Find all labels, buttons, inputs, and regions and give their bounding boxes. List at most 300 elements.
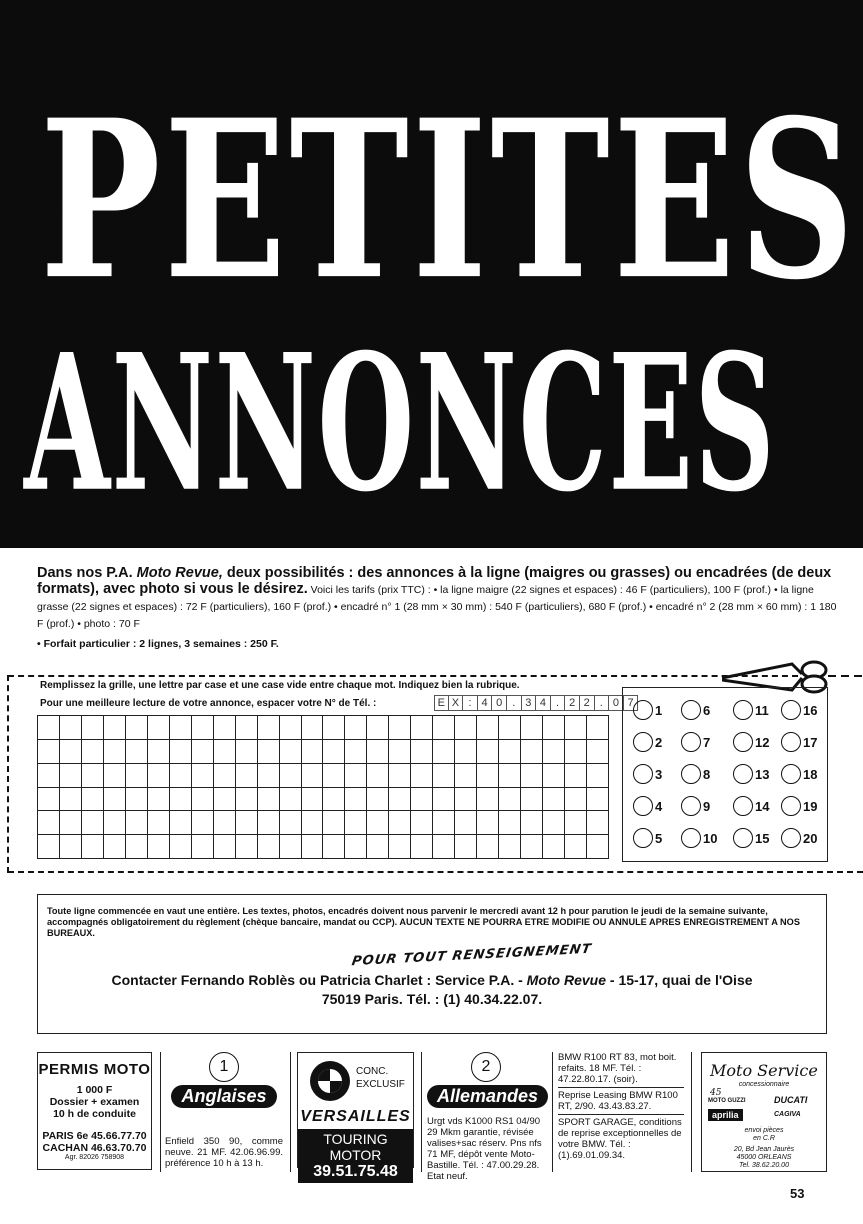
rubrique-checkbox[interactable] bbox=[633, 828, 653, 848]
rubrique-label: 8 bbox=[703, 766, 711, 782]
grid-cell[interactable] bbox=[280, 835, 302, 859]
column-divider bbox=[290, 1052, 291, 1172]
grid-cell[interactable] bbox=[455, 716, 477, 740]
rubrique-option[interactable] bbox=[633, 796, 662, 816]
rubrique-option[interactable] bbox=[633, 764, 662, 784]
grid-cell[interactable] bbox=[411, 835, 433, 859]
grid-cell[interactable] bbox=[258, 788, 280, 812]
tel-example-cell: 4 bbox=[478, 695, 493, 711]
grid-cell[interactable] bbox=[192, 788, 214, 812]
grid-cell[interactable] bbox=[236, 740, 258, 764]
grid-cell[interactable] bbox=[214, 811, 236, 835]
grid-cell[interactable] bbox=[126, 835, 148, 859]
grid-cell[interactable] bbox=[543, 716, 565, 740]
tel-example-cell: E bbox=[434, 695, 449, 711]
permis-title: PERMIS MOTO bbox=[38, 1061, 151, 1078]
grid-cell[interactable] bbox=[477, 764, 499, 788]
rubrique-label: 6 bbox=[703, 702, 711, 718]
grid-cell[interactable] bbox=[477, 716, 499, 740]
permis-line2: Dossier + examen bbox=[49, 1096, 140, 1108]
grid-cell[interactable] bbox=[38, 835, 60, 859]
forfait-line: • Forfait particulier : 2 lignes, 3 semaines : 250 F. bbox=[37, 638, 279, 650]
rubrique-label: 17 bbox=[803, 734, 818, 750]
grid-cell[interactable] bbox=[411, 788, 433, 812]
rubrique-option[interactable] bbox=[781, 700, 817, 720]
grid-cell[interactable] bbox=[565, 835, 587, 859]
grid-cell[interactable] bbox=[433, 716, 455, 740]
rubrique-label: 13 bbox=[755, 766, 770, 782]
tel-instruction: Pour une meilleure lecture de votre annonce, espacer votre N° de Tél. : bbox=[40, 698, 377, 709]
grid-cell[interactable] bbox=[565, 716, 587, 740]
grid-cell[interactable] bbox=[433, 764, 455, 788]
intro-tariffs: Voici les tarifs (prix TTC) : • la ligne maigre (22 signes et espaces) : 46 F (particuliers), 100 F (prof.) • la ligne grasse (22 signes et espaces) : 72 F (particuliers), 160 F (prof.) • encadré n° 1 (28 mm × 30 mm) : 540 F (particuliers), 680 F (prof.) • encadré n° 2 (28 mm × 60 mm) : 1 180 F (prof.) • photo : 70 F bbox=[37, 584, 837, 630]
rubrique-number-1: 1 bbox=[209, 1052, 239, 1082]
rubrique-option[interactable] bbox=[781, 732, 817, 752]
grid-cell[interactable] bbox=[126, 764, 148, 788]
brand-aprilia: aprilia bbox=[708, 1109, 743, 1121]
motoservice-sub: concessionnaire bbox=[738, 1081, 790, 1088]
grid-cell[interactable] bbox=[521, 788, 543, 812]
grid-cell[interactable] bbox=[236, 788, 258, 812]
motoservice-a2: 45000 ORLEANS bbox=[736, 1154, 792, 1161]
column-divider bbox=[552, 1052, 553, 1172]
grid-cell[interactable] bbox=[477, 788, 499, 812]
rubrique-checkbox[interactable] bbox=[733, 828, 753, 848]
rubrique-checkbox[interactable] bbox=[781, 700, 801, 720]
rubrique-option[interactable] bbox=[781, 796, 817, 816]
rubrique-checkbox[interactable] bbox=[681, 796, 701, 816]
rubrique-label: 12 bbox=[755, 734, 770, 750]
ad-bmw-column bbox=[558, 1052, 684, 1170]
rubrique-label: 14 bbox=[755, 798, 770, 814]
rubrique-option[interactable] bbox=[681, 732, 710, 752]
grid-cell[interactable] bbox=[60, 740, 82, 764]
bmw-logo-icon bbox=[310, 1061, 350, 1101]
rubrique-checkbox[interactable] bbox=[681, 700, 701, 720]
rubrique-checkbox[interactable] bbox=[781, 764, 801, 784]
grid-cell[interactable] bbox=[236, 835, 258, 859]
grid-cell[interactable] bbox=[38, 716, 60, 740]
grid-instruction: Remplissez la grille, une lettre par case et une case vide entre chaque mot. Indiquez bien la rubrique. bbox=[40, 680, 520, 691]
brand-cagiva: CAGIVA bbox=[774, 1111, 801, 1118]
allemandes-text: Urgt vds K1000 RS1 04/90 29 Mkm garantie, révisée valises+sac réserv. Pns nfs 71 MF, dépôt vente Moto-Bastille. Tél. : 47.00.29.28. Etat neuf. bbox=[427, 1116, 542, 1182]
grid-cell[interactable] bbox=[148, 764, 170, 788]
bmw-exclusif: EXCLUSIF bbox=[356, 1079, 405, 1090]
grid-cell[interactable] bbox=[389, 811, 411, 835]
grid-cell[interactable] bbox=[280, 716, 302, 740]
grid-cell[interactable] bbox=[60, 835, 82, 859]
grid-cell[interactable] bbox=[367, 716, 389, 740]
col5-ad3: SPORT GARAGE, conditions de reprise exceptionnelles de votre BMW. Tél. : (1).69.01.09.34. bbox=[558, 1117, 682, 1161]
grid-cell[interactable] bbox=[477, 740, 499, 764]
rubrique-label: 10 bbox=[703, 830, 718, 846]
grid-cell[interactable] bbox=[389, 835, 411, 859]
rubrique-option[interactable] bbox=[733, 700, 769, 720]
grid-cell[interactable] bbox=[38, 740, 60, 764]
grid-cell[interactable] bbox=[126, 788, 148, 812]
rubrique-label: 5 bbox=[655, 830, 663, 846]
grid-cell[interactable] bbox=[367, 811, 389, 835]
motoservice-a3: Tel. 38.62.20.00 bbox=[739, 1162, 789, 1169]
grid-cell[interactable] bbox=[477, 811, 499, 835]
tel-example-cell: . bbox=[551, 695, 566, 711]
grid-cell[interactable] bbox=[345, 740, 367, 764]
grid-cell[interactable] bbox=[587, 788, 609, 812]
notice-box bbox=[37, 894, 827, 1034]
rubrique-label: 4 bbox=[655, 798, 663, 814]
grid-cell[interactable] bbox=[302, 716, 324, 740]
grid-cell[interactable] bbox=[499, 716, 521, 740]
grid-cell[interactable] bbox=[60, 716, 82, 740]
grid-cell[interactable] bbox=[214, 788, 236, 812]
grid-cell[interactable] bbox=[587, 740, 609, 764]
grid-cell[interactable] bbox=[280, 764, 302, 788]
grid-cell[interactable] bbox=[323, 740, 345, 764]
contact-line-1 bbox=[38, 972, 826, 988]
grid-cell[interactable] bbox=[258, 764, 280, 788]
rubrique-option[interactable] bbox=[681, 700, 710, 720]
rubrique-checkboxes bbox=[622, 687, 828, 862]
grid-cell[interactable] bbox=[104, 716, 126, 740]
grid-cell[interactable] bbox=[323, 788, 345, 812]
brand-ducati: DUCATI bbox=[774, 1095, 808, 1105]
grid-cell[interactable] bbox=[214, 740, 236, 764]
grid-cell[interactable] bbox=[104, 764, 126, 788]
ad-anglaises bbox=[165, 1052, 283, 1170]
rubrique-option[interactable] bbox=[633, 732, 662, 752]
grid-cell[interactable] bbox=[170, 835, 192, 859]
motoservice-num: 45 bbox=[710, 1088, 722, 1098]
rubrique-checkbox[interactable] bbox=[633, 764, 653, 784]
rubrique-option[interactable] bbox=[733, 764, 769, 784]
title-banner bbox=[0, 0, 863, 548]
grid-cell[interactable] bbox=[148, 788, 170, 812]
rubrique-option[interactable] bbox=[681, 796, 710, 816]
rubrique-option[interactable] bbox=[733, 828, 769, 848]
rubrique-option[interactable] bbox=[681, 764, 710, 784]
tel-example-cell: X bbox=[449, 695, 464, 711]
rubrique-option[interactable] bbox=[781, 828, 817, 848]
grid-cell[interactable] bbox=[258, 716, 280, 740]
grid-cell[interactable] bbox=[587, 835, 609, 859]
grid-cell[interactable] bbox=[170, 764, 192, 788]
rubrique-label: 11 bbox=[755, 702, 769, 718]
contact-c: - 15-17, quai de l'Oise bbox=[606, 972, 753, 988]
grid-cell[interactable] bbox=[433, 835, 455, 859]
grid-cell[interactable] bbox=[280, 788, 302, 812]
contact-magazine: Moto Revue bbox=[526, 972, 607, 988]
grid-cell[interactable] bbox=[477, 835, 499, 859]
grid-cell[interactable] bbox=[38, 811, 60, 835]
rubrique-checkbox[interactable] bbox=[781, 796, 801, 816]
grid-cell[interactable] bbox=[148, 811, 170, 835]
grid-cell[interactable] bbox=[587, 764, 609, 788]
rubrique-label: 15 bbox=[755, 830, 770, 846]
grid-cell[interactable] bbox=[499, 740, 521, 764]
touring-phone: 39.51.75.48 bbox=[313, 1163, 398, 1180]
grid-cell[interactable] bbox=[170, 716, 192, 740]
grid-cell[interactable] bbox=[192, 764, 214, 788]
intro-bold-c: deux possibilités : des annonces à la ligne (maigres ou grasses) ou encadrées (de deux formats), avec photo si vous le désirez. bbox=[37, 565, 832, 597]
grid-cell[interactable] bbox=[521, 716, 543, 740]
brand-moto-guzzi: MOTO GUZZI bbox=[708, 1098, 746, 1104]
tel-example-cell: 2 bbox=[565, 695, 580, 711]
grid-cell[interactable] bbox=[148, 716, 170, 740]
rubrique-checkbox[interactable] bbox=[681, 764, 701, 784]
rubrique-number-2: 2 bbox=[471, 1052, 501, 1082]
grid-cell[interactable] bbox=[82, 835, 104, 859]
grid-cell[interactable] bbox=[521, 740, 543, 764]
cut-line-left bbox=[7, 675, 9, 873]
grid-cell[interactable] bbox=[38, 764, 60, 788]
grid-cell[interactable] bbox=[82, 716, 104, 740]
grid-cell[interactable] bbox=[60, 788, 82, 812]
rubrique-option[interactable] bbox=[733, 796, 769, 816]
grid-cell[interactable] bbox=[521, 811, 543, 835]
grid-cell[interactable] bbox=[323, 811, 345, 835]
grid-cell[interactable] bbox=[367, 764, 389, 788]
grid-cell[interactable] bbox=[126, 811, 148, 835]
grid-cell[interactable] bbox=[148, 835, 170, 859]
grid-cell[interactable] bbox=[104, 811, 126, 835]
grid-cell[interactable] bbox=[455, 740, 477, 764]
permis-paris: PARIS 6e 45.66.77.70 bbox=[42, 1130, 147, 1142]
rubrique-option[interactable] bbox=[633, 700, 662, 720]
motoservice-a1: 20, Bd Jean Jaurès bbox=[733, 1146, 795, 1153]
grid-cell[interactable] bbox=[60, 764, 82, 788]
grid-cell[interactable] bbox=[411, 716, 433, 740]
cut-line-bottom bbox=[8, 871, 863, 873]
bmw-city: VERSAILLES bbox=[300, 1108, 411, 1125]
grid-cell[interactable] bbox=[543, 788, 565, 812]
cut-line-top bbox=[8, 675, 798, 677]
rubrique-label: 2 bbox=[655, 734, 663, 750]
permis-cachan: CACHAN 46.63.70.70 bbox=[42, 1142, 147, 1154]
rubrique-checkbox[interactable] bbox=[681, 828, 701, 848]
anglaises-label: Anglaises bbox=[171, 1085, 276, 1108]
grid-cell[interactable] bbox=[389, 764, 411, 788]
grid-cell[interactable] bbox=[345, 835, 367, 859]
grid-cell[interactable] bbox=[543, 764, 565, 788]
grid-cell[interactable] bbox=[389, 740, 411, 764]
grid-cell[interactable] bbox=[565, 740, 587, 764]
grid-cell[interactable] bbox=[170, 811, 192, 835]
grid-cell[interactable] bbox=[433, 788, 455, 812]
rubrique-checkbox[interactable] bbox=[781, 828, 801, 848]
rubrique-label: 18 bbox=[803, 766, 818, 782]
grid-cell[interactable] bbox=[411, 740, 433, 764]
grid-cell[interactable] bbox=[82, 740, 104, 764]
grid-cell[interactable] bbox=[302, 764, 324, 788]
contact-a: Contacter Fernando Roblès ou Patricia Charlet : Service P.A. - bbox=[111, 972, 527, 988]
grid-cell[interactable] bbox=[82, 788, 104, 812]
banner-title-petites: PETITES bbox=[40, 73, 858, 329]
rubrique-checkbox[interactable] bbox=[633, 796, 653, 816]
grid-cell[interactable] bbox=[214, 835, 236, 859]
grid-cell[interactable] bbox=[60, 811, 82, 835]
grid-cell[interactable] bbox=[258, 811, 280, 835]
col5-ad1: BMW R100 RT 83, mot boit. refaits. 18 MF. Tél. : 47.22.80.17. (soir). bbox=[558, 1052, 677, 1085]
grid-cell[interactable] bbox=[411, 764, 433, 788]
grid-cell[interactable] bbox=[345, 788, 367, 812]
rubrique-checkbox[interactable] bbox=[633, 732, 653, 752]
notice-text: Toute ligne commencée en vaut une entière. Les textes, photos, encadrés doivent nous parvenir le mercredi avant 12 h pour parution le jeudi de la semaine suivante, accompagnés obligatoirement du règlement (chèque bancaire, mandat ou CCP). AUCUN TEXTE NE POURRA ETRE MODIFIE OU ANNULE APRES ENREGISTREMENT A NOS BUREAUX. bbox=[47, 906, 800, 938]
rubrique-label: 20 bbox=[803, 830, 818, 846]
grid-cell[interactable] bbox=[236, 764, 258, 788]
rubrique-checkbox[interactable] bbox=[681, 732, 701, 752]
grid-cell[interactable] bbox=[280, 740, 302, 764]
rubrique-option[interactable] bbox=[781, 764, 817, 784]
grid-cell[interactable] bbox=[455, 788, 477, 812]
grid-cell[interactable] bbox=[367, 788, 389, 812]
touring-name: TOURING MOTOR bbox=[323, 1131, 388, 1163]
tel-example-cell: 0 bbox=[492, 695, 507, 711]
rubrique-checkbox[interactable] bbox=[781, 732, 801, 752]
tel-example-cell: 3 bbox=[522, 695, 537, 711]
grid-cell[interactable] bbox=[258, 740, 280, 764]
grid-cell[interactable] bbox=[389, 788, 411, 812]
rubrique-option[interactable] bbox=[633, 828, 662, 848]
grid-cell[interactable] bbox=[192, 740, 214, 764]
grid-cell[interactable] bbox=[214, 764, 236, 788]
grid-cell[interactable] bbox=[499, 788, 521, 812]
allemandes-label: Allemandes bbox=[427, 1085, 548, 1108]
rubrique-label: 7 bbox=[703, 734, 711, 750]
grid-cell[interactable] bbox=[148, 740, 170, 764]
grid-cell[interactable] bbox=[367, 835, 389, 859]
grid-cell[interactable] bbox=[236, 811, 258, 835]
tel-example-cell: : bbox=[463, 695, 478, 711]
grid-cell[interactable] bbox=[126, 716, 148, 740]
grid-cell[interactable] bbox=[565, 788, 587, 812]
intro-magazine: Moto Revue, bbox=[136, 565, 223, 581]
column-divider bbox=[160, 1052, 161, 1172]
grid-cell[interactable] bbox=[543, 835, 565, 859]
ad-permis-moto bbox=[37, 1052, 152, 1170]
rubrique-checkbox[interactable] bbox=[633, 700, 653, 720]
grid-cell[interactable] bbox=[455, 764, 477, 788]
rubrique-label: 9 bbox=[703, 798, 711, 814]
grid-cell[interactable] bbox=[170, 788, 192, 812]
grid-cell[interactable] bbox=[302, 788, 324, 812]
rubrique-label: 19 bbox=[803, 798, 818, 814]
grid-cell[interactable] bbox=[521, 835, 543, 859]
rubrique-checkbox[interactable] bbox=[733, 732, 753, 752]
rubrique-label: 16 bbox=[803, 702, 818, 718]
rubrique-option[interactable] bbox=[681, 828, 717, 848]
ad-touring-motor bbox=[297, 1052, 414, 1180]
col5-ad2: Reprise Leasing BMW R100 RT, 2/90. 43.43.83.27. bbox=[558, 1090, 678, 1112]
permis-agr: Agr. 82026 758908 bbox=[64, 1154, 125, 1161]
letter-grid[interactable] bbox=[37, 715, 609, 859]
contact-line-2: 75019 Paris. Tél. : (1) 40.34.22.07. bbox=[321, 991, 543, 1007]
grid-cell[interactable] bbox=[587, 716, 609, 740]
rubrique-option[interactable] bbox=[733, 732, 769, 752]
tel-example-cell: . bbox=[595, 695, 610, 711]
grid-cell[interactable] bbox=[236, 716, 258, 740]
notice-heading: POUR TOUT RENSEIGNEMENT bbox=[350, 941, 593, 970]
motoservice-name: Moto Service bbox=[710, 1061, 818, 1080]
motoservice-l2: en C.R bbox=[753, 1135, 775, 1142]
grid-cell[interactable] bbox=[302, 811, 324, 835]
grid-cell[interactable] bbox=[565, 811, 587, 835]
grid-cell[interactable] bbox=[104, 788, 126, 812]
bmw-conc: CONC. bbox=[356, 1066, 389, 1077]
grid-cell[interactable] bbox=[565, 764, 587, 788]
grid-cell[interactable] bbox=[104, 740, 126, 764]
grid-cell[interactable] bbox=[433, 811, 455, 835]
grid-cell[interactable] bbox=[521, 764, 543, 788]
column-divider bbox=[691, 1052, 692, 1172]
grid-cell[interactable] bbox=[367, 740, 389, 764]
grid-cell[interactable] bbox=[302, 835, 324, 859]
banner-title-annonces: ANNONCES bbox=[24, 313, 777, 534]
grid-cell[interactable] bbox=[323, 716, 345, 740]
grid-cell[interactable] bbox=[214, 716, 236, 740]
grid-cell[interactable] bbox=[587, 811, 609, 835]
grid-cell[interactable] bbox=[192, 835, 214, 859]
page-number: 53 bbox=[790, 1186, 805, 1201]
grid-cell[interactable] bbox=[170, 740, 192, 764]
anglaises-text: Enfield 350 90, comme neuve. 21 MF. 42.06.96.99. préférence 10 h à 13 h. bbox=[165, 1136, 283, 1169]
grid-cell[interactable] bbox=[345, 716, 367, 740]
intro-paragraph bbox=[37, 565, 837, 632]
grid-cell[interactable] bbox=[323, 764, 345, 788]
grid-cell[interactable] bbox=[82, 764, 104, 788]
grid-cell[interactable] bbox=[104, 835, 126, 859]
rubrique-checkbox[interactable] bbox=[733, 764, 753, 784]
motoservice-l1: envoi pièces bbox=[744, 1127, 784, 1134]
grid-cell[interactable] bbox=[455, 835, 477, 859]
grid-cell[interactable] bbox=[543, 740, 565, 764]
ad-moto-service bbox=[701, 1052, 827, 1172]
tel-example-cell: . bbox=[507, 695, 522, 711]
grid-cell[interactable] bbox=[411, 811, 433, 835]
tel-example-cell: 7 bbox=[624, 695, 639, 711]
grid-cell[interactable] bbox=[258, 835, 280, 859]
rubrique-label: 3 bbox=[655, 766, 663, 782]
grid-cell[interactable] bbox=[126, 740, 148, 764]
grid-cell[interactable] bbox=[280, 811, 302, 835]
grid-cell[interactable] bbox=[82, 811, 104, 835]
grid-cell[interactable] bbox=[192, 811, 214, 835]
grid-cell[interactable] bbox=[345, 811, 367, 835]
column-divider bbox=[421, 1052, 422, 1172]
grid-cell[interactable] bbox=[389, 716, 411, 740]
grid-cell[interactable] bbox=[38, 788, 60, 812]
intro-bold-a: Dans nos P.A. bbox=[37, 565, 137, 581]
permis-price: 1 000 F bbox=[76, 1084, 113, 1096]
tel-example bbox=[434, 695, 638, 711]
grid-cell[interactable] bbox=[543, 811, 565, 835]
grid-cell[interactable] bbox=[302, 740, 324, 764]
grid-cell[interactable] bbox=[499, 835, 521, 859]
rubrique-checkbox[interactable] bbox=[733, 796, 753, 816]
grid-cell[interactable] bbox=[323, 835, 345, 859]
grid-cell[interactable] bbox=[499, 764, 521, 788]
rubrique-checkbox[interactable] bbox=[733, 700, 753, 720]
grid-cell[interactable] bbox=[455, 811, 477, 835]
grid-cell[interactable] bbox=[192, 716, 214, 740]
tel-example-cell: 2 bbox=[580, 695, 595, 711]
grid-cell[interactable] bbox=[433, 740, 455, 764]
grid-cell[interactable] bbox=[499, 811, 521, 835]
rubrique-label: 1 bbox=[655, 702, 663, 718]
tel-example-cell: 0 bbox=[609, 695, 624, 711]
grid-cell[interactable] bbox=[345, 764, 367, 788]
permis-line3: 10 h de conduite bbox=[53, 1108, 136, 1120]
ad-allemandes bbox=[427, 1052, 545, 1182]
